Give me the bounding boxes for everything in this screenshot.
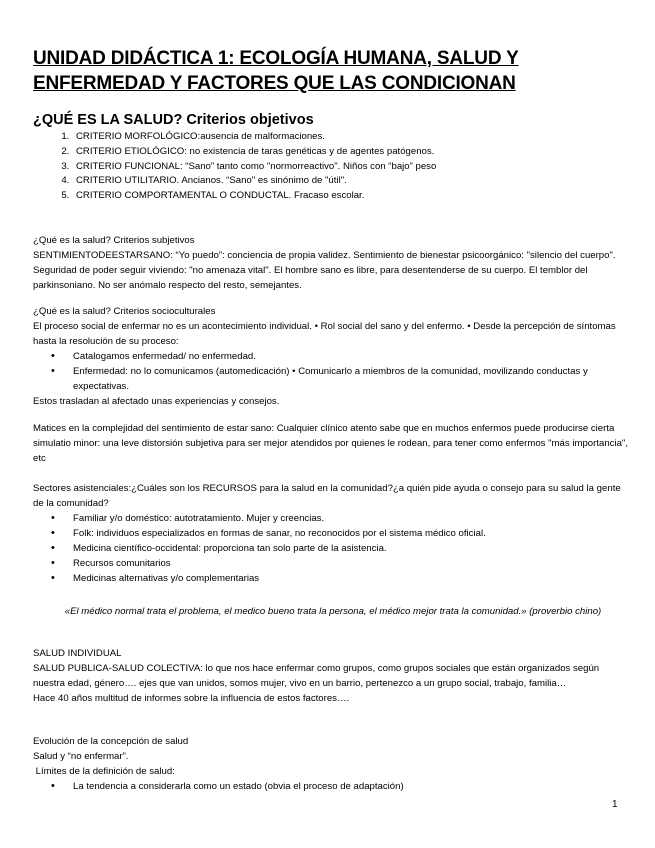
subjective-criteria-paragraph: SENTIMIENTODEESTARSANO: “Yo puedo”: conciencia de propia validez. Sentimiento de bienestar psicoorgánico: "silencio del cuerpo". Seguridad de poder seguir viviendo: "no amenaza vital". El hombre sano es libre, para desentenderse de su cuerpo. El temblor del parkinsoniano. No ser anómalo respecto del resto, semejantes. — [33, 250, 616, 291]
health-limits-line: Límites de la definición de salud: — [33, 766, 175, 777]
subjective-criteria-heading: ¿Qué es la salud? Criterios subjetivos — [33, 235, 195, 246]
sociocultural-criteria-block — [33, 319, 633, 409]
care-sectors-block — [33, 481, 633, 586]
bullet-item: • Medicina científico-occidental: proporciona tan solo parte de la asistencia. — [73, 541, 633, 556]
sociocultural-bullet-list — [33, 349, 633, 394]
sociocultural-intro: El proceso social de enfermar no es un acontecimiento individual. • Rol social del sano y del enfermo. • Desde la percepción de síntomas hasta la resolución de su proceso: — [33, 321, 616, 347]
criteria-item: 5. CRITERIO COMPORTAMENTAL O CONDUCTAL. Fracaso escolar. — [72, 189, 632, 204]
criteria-item: 1. CRITERIO MORFOLÓGICO:ausencia de malformaciones. — [72, 130, 632, 145]
document-title: UNIDAD DIDÁCTICA 1: ECOLOGÍA HUMANA, SALUD Y ENFERMEDAD Y FACTORES QUE LAS CONDICIONAN — [33, 48, 519, 94]
bullet-item: • Enfermedad: no lo comunicamos (automedicación) • Comunicarlo a miembros de la comunidad, movilizando conductas y expectativas. — [73, 364, 633, 394]
health-concept-heading: Evolución de la concepción de salud — [33, 736, 189, 747]
criteria-item: 2. CRITERIO ETIOLÓGICO: no existencia de taras genéticas y de agentes patógenos. — [72, 145, 632, 160]
bullet-item: • Catalogamos enfermedad/ no enfermedad. — [73, 349, 633, 364]
page-number: 1 — [612, 799, 618, 810]
bullet-item: • Familiar y/o doméstico: autotratamiento. Mujer y creencias. — [73, 511, 633, 526]
criteria-item: 4. CRITERIO UTILITARIO. Ancianos. “Sano" es sinónimo de "útil". — [72, 174, 632, 189]
bullet-item: • Recursos comunitarios — [73, 556, 633, 571]
bullet-item: • Medicinas alternativas y/o complementarias — [73, 571, 633, 586]
bullet-item: • Folk: individuos especializados en formas de sanar, no reconocidos por el sistema médico oficial. — [73, 526, 633, 541]
care-sectors-list — [33, 511, 633, 586]
sociocultural-outro: Estos trasladan al afectado unas experiencias y consejos. — [33, 396, 280, 407]
care-sectors-intro: Sectores asistenciales:¿Cuáles son los RECURSOS para la salud en la comunidad?¿a quién pide ayuda o consejo para su salud la gente de la comunidad? — [33, 483, 621, 509]
sociocultural-criteria-heading: ¿Qué es la salud? Criterios socioculturales — [33, 306, 216, 317]
individual-health-line: SALUD INDIVIDUAL — [33, 648, 122, 659]
bullet-item: • La tendencia a considerarla como un estado (obvia el proceso de adaptación) — [73, 779, 633, 794]
section-heading-objective-criteria: ¿QUÉ ES LA SALUD? Criterios objetivos — [33, 112, 314, 128]
criteria-item: 3. CRITERIO FUNCIONAL: “Sano” tanto como "normorreactivo". Niños con “bajo” peso — [72, 160, 632, 175]
public-health-paragraph: SALUD PUBLICA-SALUD COLECTIVA: lo que nos hace enfermar como grupos, como grupos sociales que están organizados según nuestra edad, género…. ejes que van unidos, somos mujer, vivo en un barrio, pertenezco a un grupo social, trabajo, familia… — [33, 663, 600, 689]
health-concept-block — [33, 734, 633, 794]
health-not-ill-line: Salud y “no enfermar”. — [33, 751, 129, 762]
health-feeling-paragraph: Matices en la complejidad del sentimiento de estar sano: Cualquier clínico atento sabe que en muchos enfermos puede producirse cierta simulatio minor: una leve distorsión subjetiva para ser mejor atendidos por quienes le rodean, para tener como enfermos "más importancia", etc — [33, 423, 628, 464]
health-limits-list — [33, 779, 633, 794]
objective-criteria-list — [52, 130, 632, 204]
reports-line: Hace 40 años multitud de informes sobre la influencia de estos factores…. — [33, 693, 350, 704]
proverb-quote: «El médico normal trata el problema, el medico bueno trata la persona, el médico mejor trata la comunidad.» (proverbio chino) — [64, 606, 602, 617]
public-health-block — [33, 646, 633, 706]
